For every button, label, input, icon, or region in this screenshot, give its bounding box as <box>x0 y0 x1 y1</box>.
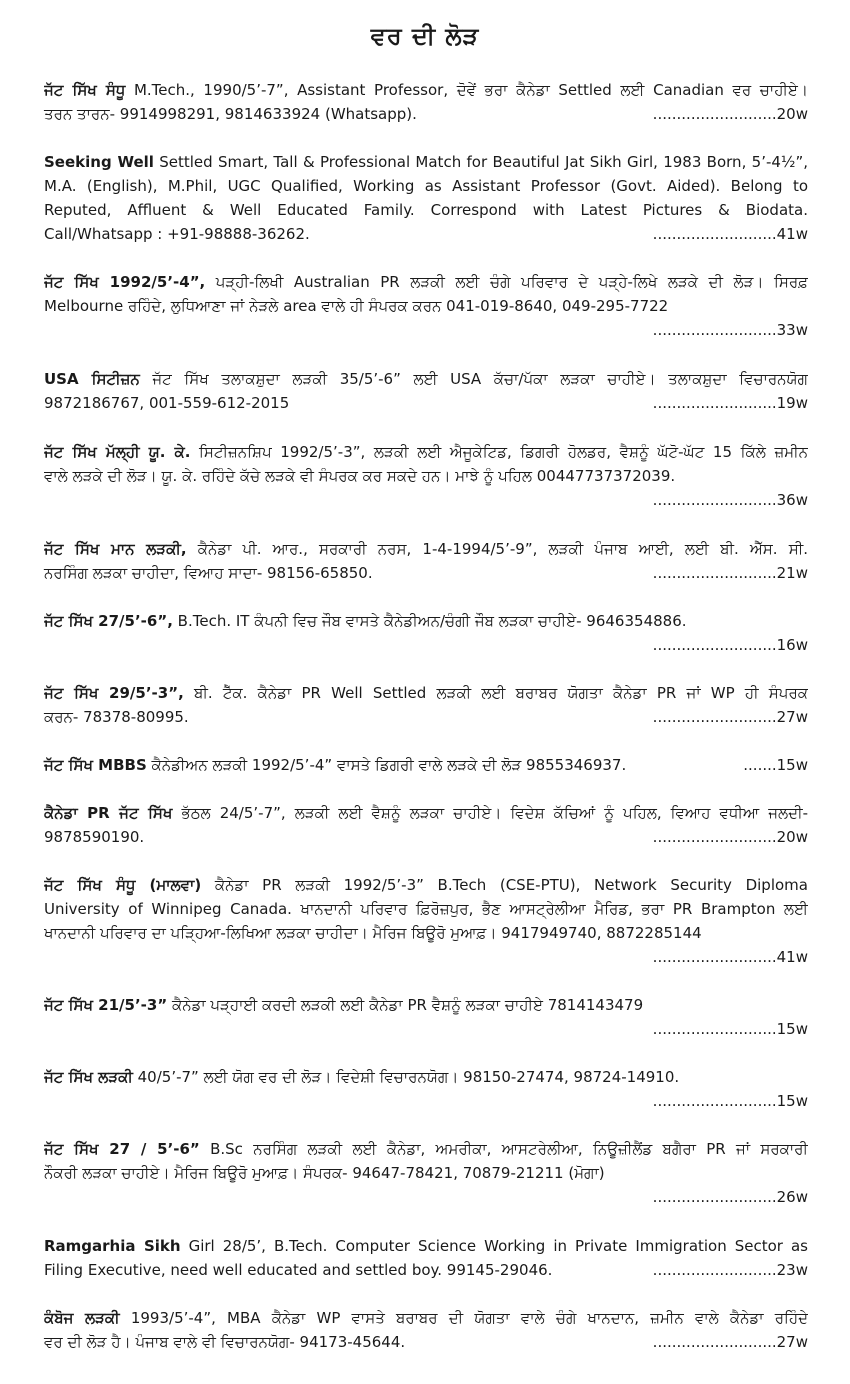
ad-line: ਤਰਨ ਤਾਰਨ- 9914998291, 9814633924 (Whatsapp). ..........................20w <box>44 102 808 126</box>
ad-line: ਜੱਟ ਸਿੱਖ 27/5’-6”, B.Tech. IT ਕੰਪਨੀ ਵਿਚ ਜੌਬ ਵਾਸਤੇ ਕੈਨੇਡੀਅਨ/ਚੰਗੀ ਜੌਬ ਲੜਕਾ ਚਾਹੀਏ- 9646354886. <box>44 612 687 630</box>
ad-heading: ਜੱਟ ਸਿੱਖ 27 / 5’-6” <box>44 1140 200 1158</box>
ad-heading: ਜੱਟ ਸਿੱਖ 29/5’-3”, <box>44 684 184 702</box>
ad-ref-code: ..........................26w <box>652 1188 808 1206</box>
classified-ad <box>44 1137 808 1209</box>
ad-line: ਜੱਟ ਸਿੱਖ 29/5’-3”, ਬੀ. ਟੈੱਕ. ਕੈਨੇਡਾ PR Well Settled ਲੜਕੀ ਲਈ ਬਰਾਬਰ ਯੋਗਤਾ ਕੈਨੇਡਾ PR ਜਾਂ WP ਹੀ ਸੰਪਰਕ <box>44 684 808 702</box>
ad-line: ਜੱਟ ਸਿੱਖ ਮੱਲ੍ਹੀ ਯੂ. ਕੇ. ਸਿਟੀਜ਼ਨਸ਼ਿਪ 1992/5’-3”, ਲੜਕੀ ਲਈ ਐਜੂਕੇਟਿਡ, ਡਿਗਰੀ ਹੋਲਡਰ, ਵੈਸ਼ਨੂੰ ਘੱਟੋ-ਘੱਟ 15 ਕਿੱਲੇ ਜ਼ਮੀਨ <box>44 443 808 461</box>
ad-ref-code: ..........................19w <box>652 394 808 412</box>
ad-ref-code: ..........................27w <box>652 708 808 726</box>
classified-ad <box>44 367 808 415</box>
classified-ad <box>44 801 808 849</box>
classified-ad <box>44 873 808 969</box>
ad-line: ਜੱਟ ਸਿੱਖ ਮਾਨ ਲੜਕੀ, ਕੈਨੇਡਾ ਪੀ. ਆਰ., ਸਰਕਾਰੀ ਨਰਸ, 1-4-1994/5’-9”, ਲੜਕੀ ਪੰਜਾਬ ਆਈ, ਲਈ ਬੀ. ਐੱਸ. ਸੀ. <box>44 540 808 558</box>
classified-ad <box>44 537 808 585</box>
ad-ref-code: ..........................21w <box>652 564 808 582</box>
classified-ad <box>44 609 808 657</box>
ad-ref-code: ..........................36w <box>652 491 808 509</box>
ad-heading: ਕੈਨੇਡਾ PR ਜੱਟ ਸਿੱਖ <box>44 804 173 822</box>
ad-line: Seeking Well Settled Smart, Tall & Professional Match for Beautiful Jat Sikh Girl, 1983 Born, 5’-4½”, <box>44 153 808 171</box>
ad-line: ਜੱਟ ਸਿੱਖ ਸੰਧੂ (ਮਾਲਵਾ) ਕੈਨੇਡਾ PR ਲੜਕੀ 1992/5’-3” B.Tech (CSE-PTU), Network Security Diploma <box>44 876 808 894</box>
ad-ref-code: ..........................41w <box>652 948 808 966</box>
ad-line: ਨਰਸਿੰਗ ਲੜਕਾ ਚਾਹੀਦਾ, ਵਿਆਹ ਸਾਦਾ- 98156-65850. ..........................21w <box>44 561 808 585</box>
ad-line: ਜੱਟ ਸਿੱਖ MBBS ਕੈਨੇਡੀਅਨ ਲੜਕੀ 1992/5’-4” ਵਾਸਤੇ ਡਿਗਰੀ ਵਾਲੇ ਲੜਕੇ ਦੀ ਲੋੜ 9855346937. .......15w <box>44 753 808 777</box>
ad-ref-code: ..........................33w <box>652 321 808 339</box>
classified-ad <box>44 1234 808 1282</box>
ad-ref-code: ..........................15w <box>652 1092 808 1110</box>
ad-line: Melbourne ਰਹਿੰਦੇ, ਲੁਧਿਆਣਾ ਜਾਂ ਨੇੜਲੇ area ਵਾਲੇ ਹੀ ਸੰਪਰਕ ਕਰਨ 041-019-8640, 049-295-7722 <box>44 297 669 315</box>
ad-heading: ਜੱਟ ਸਿੱਖ ਲੜਕੀ <box>44 1068 133 1086</box>
ad-line: ਜੱਟ ਸਿੱਖ 27 / 5’-6” B.Sc ਨਰਸਿੰਗ ਲੜਕੀ ਲਈ ਕੈਨੇਡਾ, ਅਮਰੀਕਾ, ਆਸਟਰੇਲੀਆ, ਨਿਊਜ਼ੀਲੈਂਡ ਬਗੈਰਾ PR ਜਾਂ ਸਰਕਾਰੀ <box>44 1140 808 1158</box>
ad-heading: ਜੱਟ ਸਿੱਖ ਮੱਲ੍ਹੀ ਯੂ. ਕੇ. <box>44 443 191 461</box>
ad-line: ਕਰਨ- 78378-80995. ..........................27w <box>44 705 808 729</box>
ad-ref-code: ..........................20w <box>652 105 808 123</box>
classified-ad <box>44 78 808 126</box>
ad-line: ਵਰ ਦੀ ਲੋੜ ਹੈ। ਪੰਜਾਬ ਵਾਲੇ ਵੀ ਵਿਚਾਰਨਯੋਗ- 94173-45644. ..........................27w <box>44 1330 808 1354</box>
ad-ref-code: ..........................23w <box>652 1261 808 1279</box>
ad-line: ਜੱਟ ਸਿੱਖ ਲੜਕੀ 40/5’-7” ਲਈ ਯੋਗ ਵਰ ਦੀ ਲੋੜ। ਵਿਦੇਸ਼ੀ ਵਿਚਾਰਨਯੋਗ। 98150-27474, 98724-14910. <box>44 1068 680 1086</box>
classified-ad <box>44 1065 808 1113</box>
ad-line: USA ਸਿਟੀਜ਼ਨ ਜੱਟ ਸਿੱਖ ਤਲਾਕਸ਼ੁਦਾ ਲੜਕੀ 35/5’-6” ਲਈ USA ਕੱਚਾ/ਪੱਕਾ ਲੜਕਾ ਚਾਹੀਏ। ਤਲਾਕਸ਼ੁਦਾ ਵਿਚਾਰਨਯੋਗ <box>44 370 808 388</box>
ad-line: ਵਾਲੇ ਲੜਕੇ ਦੀ ਲੋੜ। ਯੂ. ਕੇ. ਰਹਿੰਦੇ ਕੱਚੇ ਲੜਕੇ ਵੀ ਸੰਪਰਕ ਕਰ ਸਕਦੇ ਹਨ। ਮਾਝੇ ਨੂੰ ਪਹਿਲ 00447737372039. <box>44 467 676 485</box>
ad-line: ਜੱਟ ਸਿੱਖ 21/5’-3” ਕੈਨੇਡਾ ਪੜ੍ਹਾਈ ਕਰਦੀ ਲੜਕੀ ਲਈ ਕੈਨੇਡਾ PR ਵੈਸ਼ਨੂੰ ਲੜਕਾ ਚਾਹੀਏ 7814143479 <box>44 996 644 1014</box>
ad-heading: ਜੱਟ ਸਿੱਖ 27/5’-6”, <box>44 612 173 630</box>
ad-heading: ਜੱਟ ਸਿੱਖ 21/5’-3” <box>44 996 168 1014</box>
ad-ref-code: ..........................16w <box>652 636 808 654</box>
ad-line: ਨੌਕਰੀ ਲੜਕਾ ਚਾਹੀਏ। ਮੈਰਿਜ ਬਿਊਰੋ ਮੁਆਫ਼। ਸੰਪਰਕ- 94647-78421, 70879-21211 (ਮੋਗਾ) <box>44 1164 605 1182</box>
ad-line: 9878590190. ..........................20w <box>44 825 808 849</box>
classified-ad <box>44 270 808 342</box>
ad-ref-code: ..........................27w <box>652 1333 808 1351</box>
classified-ad <box>44 681 808 729</box>
classified-ad <box>44 753 808 777</box>
ad-heading: ਜੱਟ ਸਿੱਖ MBBS <box>44 756 147 774</box>
ad-line: Reputed, Affluent & Well Educated Family. Correspond with Latest Pictures & Biodata. <box>44 201 808 219</box>
classified-ad <box>44 440 808 512</box>
ad-ref-code: ..........................20w <box>652 828 808 846</box>
ad-heading: ਜੱਟ ਸਿੱਖ ਮਾਨ ਲੜਕੀ, <box>44 540 187 558</box>
ad-line: ਜੱਟ ਸਿੱਖ ਸੰਧੂ M.Tech., 1990/5’-7”, Assistant Professor, ਦੋਵੇਂ ਭਰਾ ਕੈਨੇਡਾ Settled ਲਈ Canadian ਵਰ ਚਾਹੀਏ। <box>44 81 808 99</box>
ad-heading: Seeking Well <box>44 153 154 171</box>
ad-heading: ਕੰਬੋਜ ਲੜਕੀ <box>44 1309 120 1327</box>
ad-heading: ਜੱਟ ਸਿੱਖ ਸੰਧੂ <box>44 81 126 99</box>
ad-heading: Ramgarhia Sikh <box>44 1237 181 1255</box>
classified-ad <box>44 150 808 246</box>
ad-line: ਕੰਬੋਜ ਲੜਕੀ 1993/5’-4”, MBA ਕੈਨੇਡਾ WP ਵਾਸਤੇ ਬਰਾਬਰ ਦੀ ਯੋਗਤਾ ਵਾਲੇ ਚੰਗੇ ਖਾਨਦਾਨ, ਜ਼ਮੀਨ ਵਾਲੇ ਕੈਨੇਡਾ ਰਹਿੰਦੇ <box>44 1309 808 1327</box>
classified-ad <box>44 1306 808 1354</box>
ad-line: Call/Whatsapp : +91-98888-36262. ..........................41w <box>44 222 808 246</box>
ad-line: University of Winnipeg Canada. ਖਾਨਦਾਨੀ ਪਰਿਵਾਰ ਫ਼ਿਰੋਜ਼ਪੁਰ, ਭੈਣ ਆਸਟ੍ਰੇਲੀਆ ਮੈਰਿਡ, ਭਰਾ PR Brampton ਲਈ <box>44 900 808 918</box>
ad-line: ਜੱਟ ਸਿੱਖ 1992/5’-4”, ਪੜ੍ਹੀ-ਲਿਖੀ Australian PR ਲੜਕੀ ਲਈ ਚੰਗੇ ਪਰਿਵਾਰ ਦੇ ਪੜ੍ਹੇ-ਲਿਖੇ ਲੜਕੇ ਦੀ ਲੋੜ। ਸਿਰਫ਼ <box>44 273 808 291</box>
ad-line: ਕੈਨੇਡਾ PR ਜੱਟ ਸਿੱਖ ਭੱਠਲ 24/5’-7”, ਲੜਕੀ ਲਈ ਵੈਸ਼ਨੂੰ ਲੜਕਾ ਚਾਹੀਏ। ਵਿਦੇਸ਼ ਕੱਚਿਆਂ ਨੂੰ ਪਹਿਲ, ਵਿਆਹ ਵਧੀਆ ਜਲਦੀ- <box>44 804 808 822</box>
ad-line: Ramgarhia Sikh Girl 28/5’, B.Tech. Computer Science Working in Private Immigration Sector as <box>44 1237 808 1255</box>
ad-ref-code: .......15w <box>743 756 808 774</box>
classified-ad <box>44 993 808 1041</box>
ad-line: M.A. (English), M.Phil, UGC Qualified, Working as Assistant Professor (Govt. Aided). Belong to <box>44 177 808 195</box>
ad-line: Filing Executive, need well educated and settled boy. 99145-29046. ..........................23w <box>44 1258 808 1282</box>
ad-heading: ਜੱਟ ਸਿੱਖ ਸੰਧੂ (ਮਾਲਵਾ) <box>44 876 202 894</box>
ad-heading: USA ਸਿਟੀਜ਼ਨ <box>44 370 140 388</box>
ad-line: 9872186767, 001-559-612-2015 ..........................19w <box>44 391 808 415</box>
ad-ref-code: ..........................15w <box>652 1020 808 1038</box>
ad-heading: ਜੱਟ ਸਿੱਖ 1992/5’-4”, <box>44 273 206 291</box>
ad-line: ਖਾਨਦਾਨੀ ਪਰਿਵਾਰ ਦਾ ਪੜ੍ਹਿਆ-ਲਿਖਿਆ ਲੜਕਾ ਚਾਹੀਦਾ। ਮੈਰਿਜ ਬਿਊਰੋ ਮੁਆਫ਼। 9417949740, 8872285144 <box>44 924 702 942</box>
ad-ref-code: ..........................41w <box>652 225 808 243</box>
page-title: ਵਰ ਦੀ ਲੋੜ <box>370 22 480 50</box>
